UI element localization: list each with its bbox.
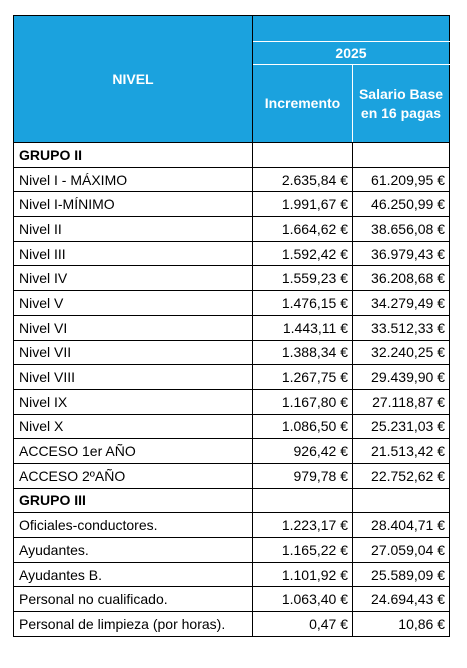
salario-cell: 32.240,25 € [353, 340, 450, 365]
salario-cell: 25.589,09 € [353, 562, 450, 587]
incremento-cell [253, 488, 353, 513]
row-label: ACCESO 1er AÑO [14, 439, 253, 464]
table-row [14, 266, 450, 291]
header-blank-cell [253, 16, 450, 42]
incremento-header: Incremento [253, 65, 353, 143]
incremento-cell: 1.063,40 € [253, 587, 353, 612]
salario-cell: 36.208,68 € [353, 266, 450, 291]
salario-cell [353, 143, 450, 168]
salario-cell: 10,86 € [353, 612, 450, 637]
salario-cell: 28.404,71 € [353, 513, 450, 538]
salario-cell [353, 488, 450, 513]
salario-cell: 33.512,33 € [353, 315, 450, 340]
table-row [14, 439, 450, 464]
table-row [14, 389, 450, 414]
row-label: Nivel I-MÍNIMO [14, 192, 253, 217]
row-label: Nivel VI [14, 315, 253, 340]
salario-cell: 46.250,99 € [353, 192, 450, 217]
table-row [14, 587, 450, 612]
incremento-cell: 979,78 € [253, 463, 353, 488]
incremento-cell: 1.101,92 € [253, 562, 353, 587]
incremento-cell: 1.223,17 € [253, 513, 353, 538]
table-row [14, 167, 450, 192]
salario-header-line2: en 16 pagas [360, 104, 442, 121]
table-row [14, 365, 450, 390]
table-row [14, 291, 450, 316]
incremento-cell: 926,42 € [253, 439, 353, 464]
year-header: 2025 [253, 42, 450, 65]
nivel-header: NIVEL [14, 16, 253, 143]
table-row [14, 241, 450, 266]
salario-cell: 29.439,90 € [353, 365, 450, 390]
salario-cell: 27.118,87 € [353, 389, 450, 414]
incremento-cell: 0,47 € [253, 612, 353, 637]
table-row [14, 315, 450, 340]
table-row [14, 217, 450, 242]
row-label: ACCESO 2ºAÑO [14, 463, 253, 488]
row-label: GRUPO III [14, 488, 253, 513]
salario-cell: 22.752,62 € [353, 463, 450, 488]
salario-cell: 36.979,43 € [353, 241, 450, 266]
table-row [14, 414, 450, 439]
salario-cell: 25.231,03 € [353, 414, 450, 439]
row-label: GRUPO II [14, 143, 253, 168]
salario-cell: 27.059,04 € [353, 538, 450, 563]
salario-cell: 61.209,95 € [353, 167, 450, 192]
table-row [14, 513, 450, 538]
incremento-cell: 1.443,11 € [253, 315, 353, 340]
salario-cell: 24.694,43 € [353, 587, 450, 612]
incremento-cell: 1.559,23 € [253, 266, 353, 291]
incremento-cell: 1.476,15 € [253, 291, 353, 316]
salario-header-line1: Salario Base [358, 85, 444, 102]
row-label: Personal no cualificado. [14, 587, 253, 612]
salary-table [13, 15, 450, 637]
table-row [14, 192, 450, 217]
incremento-cell: 1.167,80 € [253, 389, 353, 414]
row-label: Nivel VIII [14, 365, 253, 390]
row-label: Oficiales-conductores. [14, 513, 253, 538]
table-row [14, 463, 450, 488]
header-row-top [14, 16, 450, 42]
row-label: Personal de limpieza (por horas). [14, 612, 253, 637]
incremento-cell [253, 143, 353, 168]
table-row [14, 562, 450, 587]
row-label: Nivel IV [14, 266, 253, 291]
incremento-cell: 1.086,50 € [253, 414, 353, 439]
row-label: Nivel III [14, 241, 253, 266]
incremento-cell: 2.635,84 € [253, 167, 353, 192]
incremento-cell: 1.267,75 € [253, 365, 353, 390]
table-row [14, 538, 450, 563]
incremento-cell: 1.592,42 € [253, 241, 353, 266]
incremento-cell: 1.664,62 € [253, 217, 353, 242]
row-label: Nivel II [14, 217, 253, 242]
row-label: Ayudantes B. [14, 562, 253, 587]
salario-cell: 38.656,08 € [353, 217, 450, 242]
incremento-cell: 1.165,22 € [253, 538, 353, 563]
group-row [14, 488, 450, 513]
row-label: Nivel X [14, 414, 253, 439]
table-row [14, 340, 450, 365]
row-label: Nivel I - MÁXIMO [14, 167, 253, 192]
salario-header [353, 65, 450, 143]
salary-table-body [14, 16, 450, 637]
row-label: Nivel IX [14, 389, 253, 414]
incremento-cell: 1.388,34 € [253, 340, 353, 365]
group-row [14, 143, 450, 168]
row-label: Nivel V [14, 291, 253, 316]
row-label: Nivel VII [14, 340, 253, 365]
incremento-cell: 1.991,67 € [253, 192, 353, 217]
salario-cell: 34.279,49 € [353, 291, 450, 316]
row-label: Ayudantes. [14, 538, 253, 563]
table-row [14, 612, 450, 637]
salario-cell: 21.513,42 € [353, 439, 450, 464]
